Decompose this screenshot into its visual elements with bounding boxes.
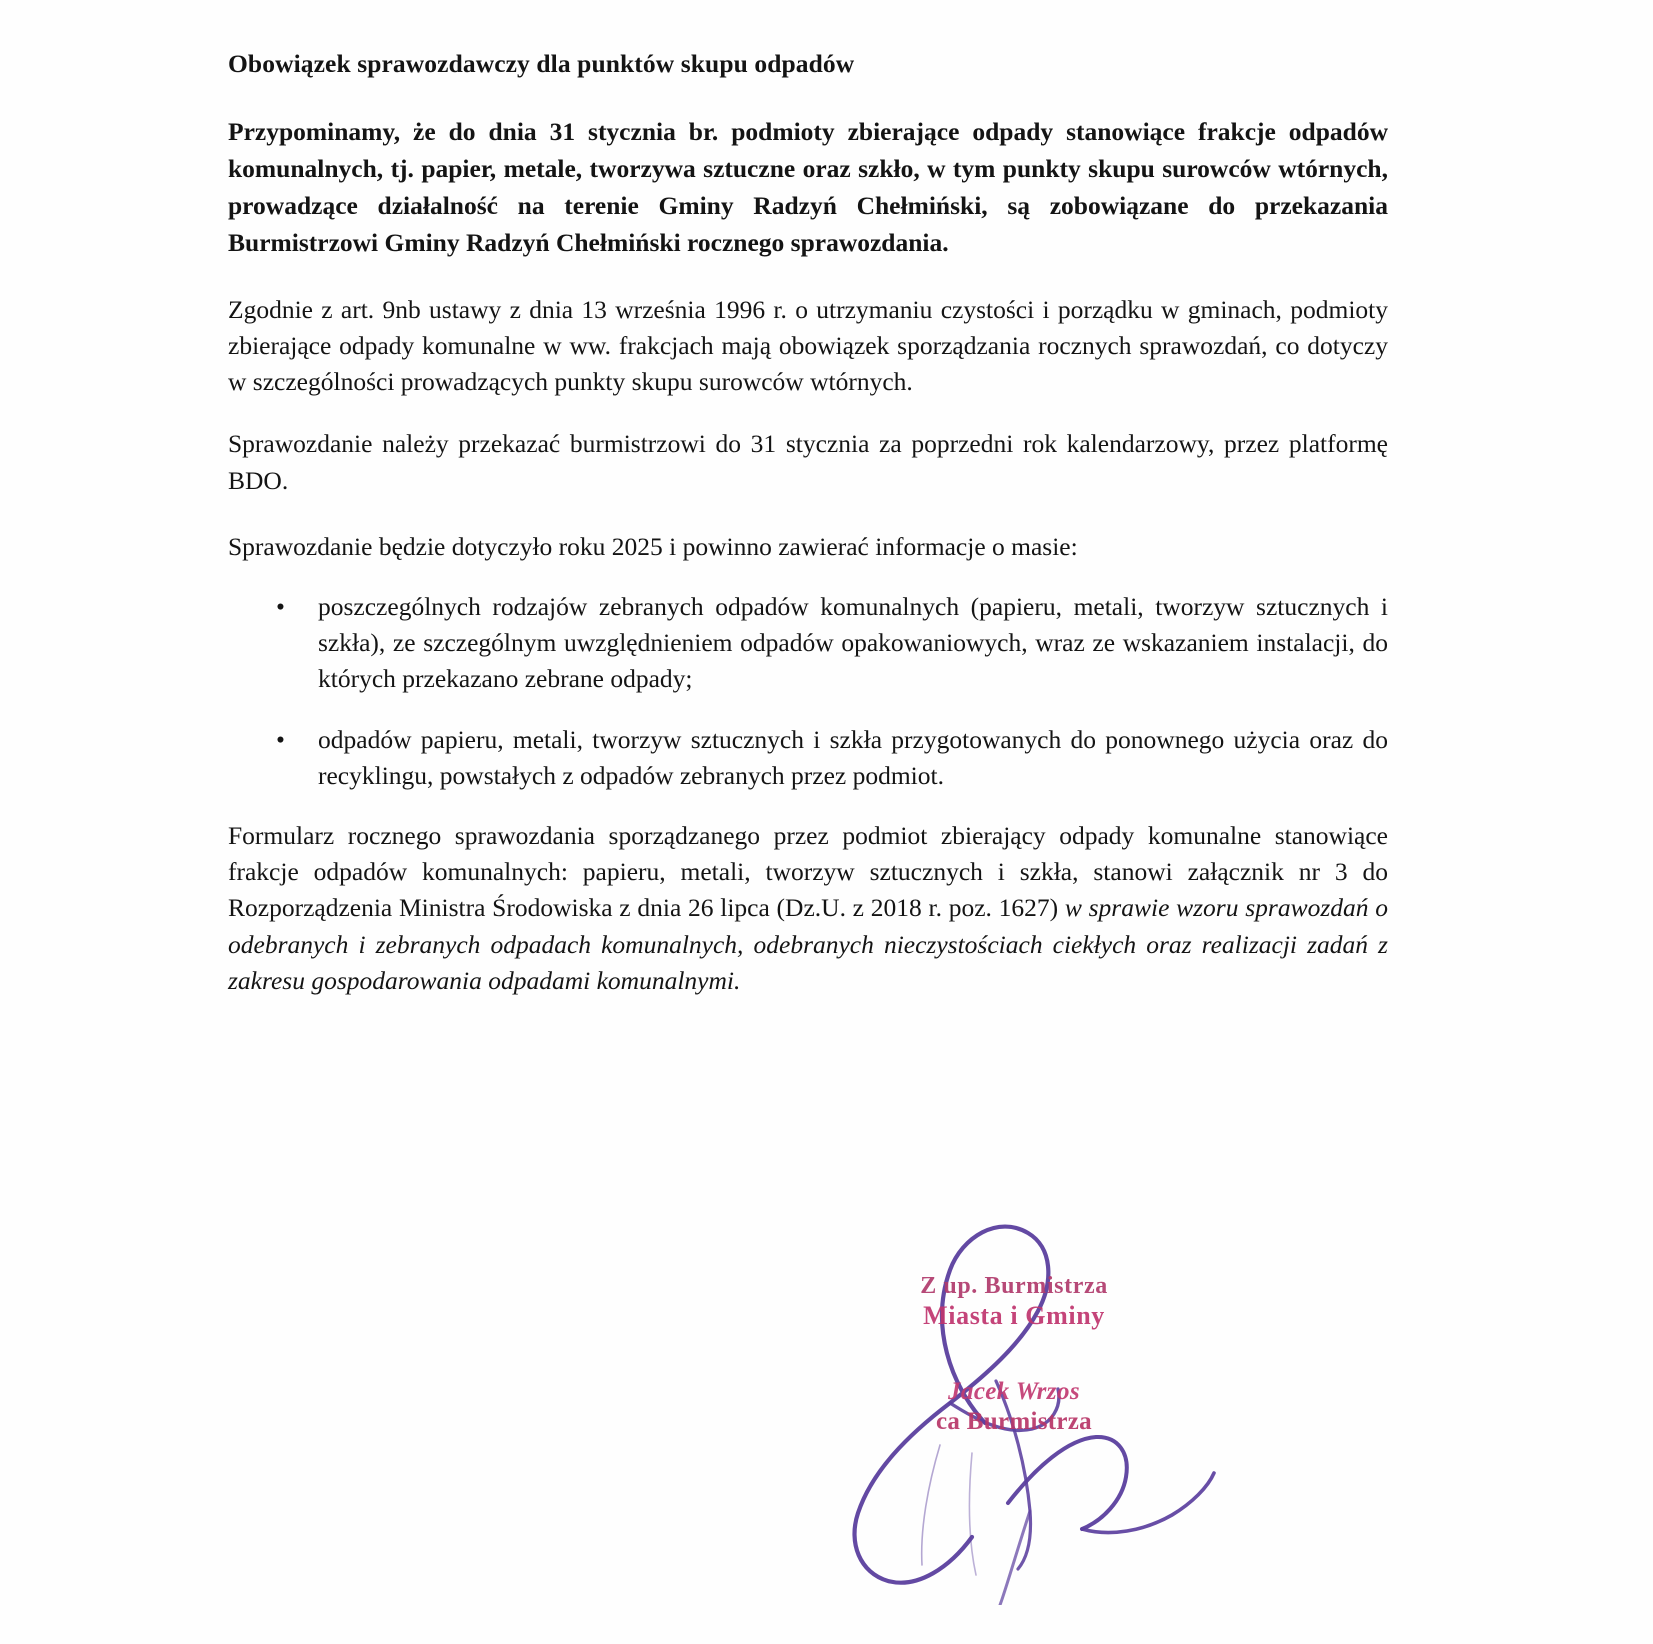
paragraph-report-scope-lead: Sprawozdanie będzie dotyczyło roku 2025 i powinno zawierać informacje o masie: [228, 531, 1078, 561]
page-title: Obowiązek sprawozdawczy dla punktów skupu odpadów [228, 49, 855, 78]
paragraph-form-reference [228, 818, 1388, 999]
stamp-line-municipality: Miasta i Gminy [923, 1300, 1105, 1330]
signature-block [800, 1185, 1300, 1605]
paragraph-deadline: Sprawozdanie należy przekazać burmistrzowi do 31 stycznia za poprzedni rok kalendarzowy, przez platformę BDO. [228, 429, 1388, 495]
form-reference-title-italic: w sprawie wzoru sprawozdań o odebranych i zebranych odpadach komunalnych, odebranych nieczystościach ciekłych oraz realizacji zadań z zakresu gospodarowania odpadami komunalnymi. [228, 893, 1389, 995]
list-item [228, 589, 1388, 698]
list-item-text: odpadów papieru, metali, tworzyw sztucznych i szkła przygotowanych do ponownego użycia oraz do recyklingu, powstałych z odpadów zebranych przez podmiot. [318, 724, 1388, 790]
bullet-icon: • [276, 591, 285, 621]
paragraph-reminder: Przypominamy, że do dnia 31 stycznia br. podmioty zbierające odpady stanowiące frakcje odpadów komunalnych, tj. papier, metale, tworzywa sztuczne oraz szkło, w tym punkty skupu surowców wtórnych, prowadzące działalność na terenie Gminy Radzyń Chełmiński, są zobowiązane do przekazania Burmistrzowi Gminy Radzyń Chełmiński rocznego sprawozdania. [228, 116, 1388, 257]
paragraph-legal-basis: Zgodnie z art. 9nb ustawy z dnia 13 września 1996 r. o utrzymaniu czystości i porządku w gminach, podmioty zbierające odpady komunalne w ww. frakcjach mają obowiązek sporządzania rocznych sprawozdań, co dotyczy w szczególności prowadzących punkty skupu surowców wtórnych. [228, 294, 1388, 397]
stamp-line-position: ca Burmistrza [936, 1407, 1092, 1435]
bullet-icon: • [276, 724, 285, 754]
form-reference-text: Formularz rocznego sprawozdania sporządzanego przez podmiot zbierający odpady komunalne stanowiące frakcje odpadów komunalnych: papieru, metali, tworzyw sztucznych i szkła, stanowi załącznik nr 3 do Rozporządzenia Ministra Środowiska z dnia 26 lipca (Dz.U. z 2018 r. poz. 1627) [228, 820, 1388, 923]
official-stamp [884, 1273, 1144, 1436]
list-item-text: poszczególnych rodzajów zebranych odpadów komunalnych (papieru, metali, tworzyw sztucznych i szkła), ze szczególnym uwzględnieniem odpadów opakowaniowych, wraz ze wskazaniem instalacji, do których przekazano zebrane odpady; [318, 591, 1388, 694]
stamp-line-name: Jacek Wrzos [948, 1377, 1080, 1405]
stamp-line-authority: Z up. Burmistrza [920, 1273, 1108, 1299]
report-contents-list [228, 589, 1388, 794]
document-body [228, 48, 1388, 1025]
list-item [228, 722, 1388, 794]
